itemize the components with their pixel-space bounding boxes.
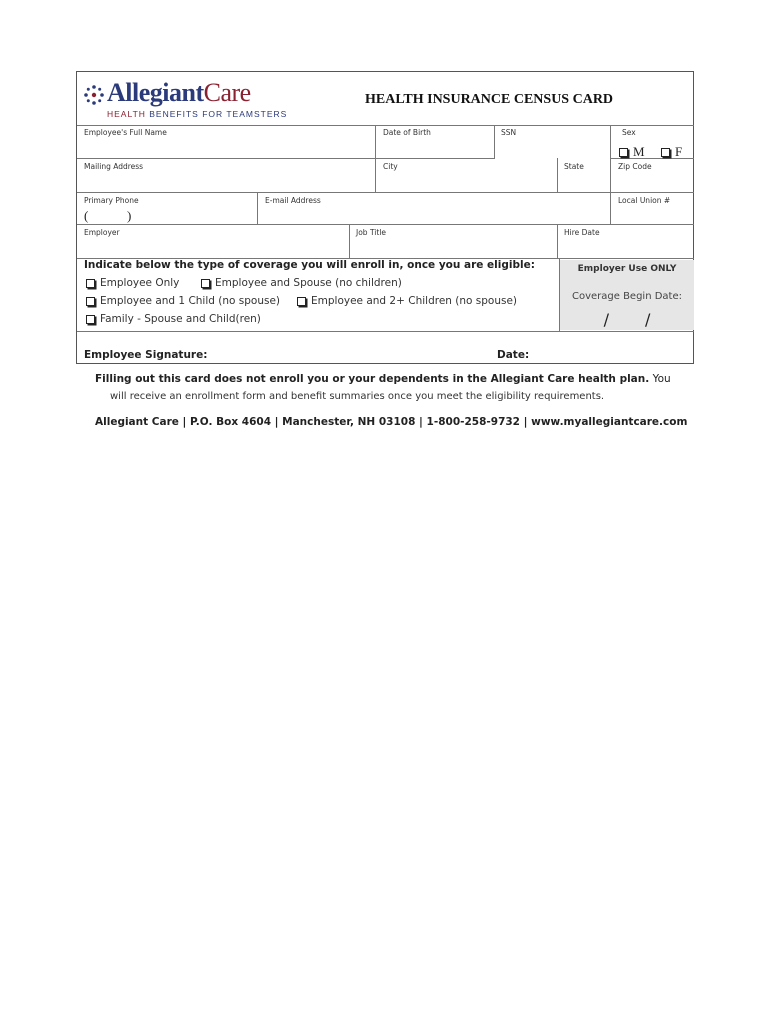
logo-tagline-health: HEALTH (107, 109, 146, 119)
coverage-option-label: Employee and 1 Child (no spouse) (100, 295, 281, 307)
row-divider (77, 125, 694, 126)
enrollment-notice (95, 373, 671, 385)
coverage-option-label: Employee and 2+ Children (no spouse) (311, 295, 518, 307)
employee-signature-field[interactable]: Employee Signature: (84, 349, 208, 361)
sex-female-label: F (675, 144, 683, 159)
card-title: HEALTH INSURANCE CENSUS CARD (365, 92, 614, 107)
employer-field[interactable]: Employer (84, 228, 120, 237)
logo-tagline (107, 109, 287, 119)
logo-name-allegiant: Allegiant (107, 78, 204, 107)
coverage-family-checkbox[interactable] (86, 313, 261, 325)
column-divider (494, 125, 495, 158)
employer-use-heading: Employer Use ONLY (577, 264, 677, 274)
checkbox-icon (86, 315, 95, 324)
column-divider (557, 158, 558, 192)
row-divider (77, 158, 495, 159)
enrollment-notice-bold: Filling out this card does not enroll you or your dependents in the Allegiant Care health plan. (95, 373, 650, 385)
state-field[interactable]: State (564, 162, 584, 171)
logo-tagline-rest: BENEFITS FOR TEAMSTERS (145, 109, 288, 119)
coverage-employee-children-checkbox[interactable] (297, 295, 517, 307)
coverage-employee-one-child-checkbox[interactable] (86, 295, 280, 307)
enrollment-notice-line2: will receive an enrollment form and benefit summaries once you meet the eligibility requirements. (110, 391, 605, 402)
sex-female-checkbox[interactable] (661, 144, 682, 160)
coverage-option-label: Family - Spouse and Child(ren) (100, 313, 261, 325)
column-divider (610, 125, 611, 192)
email-address-field[interactable]: E-mail Address (265, 196, 321, 205)
column-divider (557, 224, 558, 258)
hire-date-field[interactable]: Hire Date (564, 228, 600, 237)
city-field[interactable]: City (383, 162, 398, 171)
census-card (76, 71, 694, 364)
coverage-begin-date-field[interactable]: // (603, 310, 687, 329)
phone-area-code-open: ( (84, 208, 89, 223)
coverage-instructions: Indicate below the type of coverage you will enroll in, once you are eligible: (84, 259, 535, 271)
coverage-option-label: Employee and Spouse (no children) (215, 277, 402, 289)
primary-phone-field[interactable]: Primary Phone (84, 196, 139, 205)
contact-footer: Allegiant Care | P.O. Box 4604 | Manchester, NH 03108 | 1-800-258-9732 | www.myallegiantcare.com (95, 416, 688, 428)
coverage-begin-date-label: Coverage Begin Date: (571, 291, 682, 302)
column-divider (375, 125, 376, 192)
local-union-field[interactable]: Local Union # (618, 196, 671, 205)
coverage-option-label: Employee Only (100, 277, 180, 289)
coverage-employee-only-checkbox[interactable] (86, 277, 179, 289)
sex-male-label: M (633, 144, 645, 159)
enrollment-notice-rest: You (649, 373, 671, 385)
checkbox-icon (86, 279, 95, 288)
full-name-field[interactable]: Employee's Full Name (84, 128, 167, 137)
signature-date-field[interactable]: Date: (497, 349, 530, 361)
column-divider (349, 224, 350, 258)
phone-area-code-close: ) (127, 208, 132, 223)
ssn-field[interactable]: SSN (501, 128, 517, 137)
mailing-address-field[interactable]: Mailing Address (84, 162, 144, 171)
column-divider (610, 192, 611, 224)
zip-code-field[interactable]: Zip Code (618, 162, 652, 171)
employer-use-panel (560, 260, 694, 330)
sex-male-checkbox[interactable] (619, 144, 645, 160)
logo-name-care: Care (203, 78, 251, 107)
coverage-employee-spouse-checkbox[interactable] (201, 277, 402, 289)
checkbox-icon (201, 279, 210, 288)
checkbox-icon (661, 148, 670, 157)
checkbox-icon (297, 297, 306, 306)
row-divider (77, 224, 694, 225)
sex-label: Sex (622, 128, 636, 137)
checkbox-icon (619, 148, 628, 157)
job-title-field[interactable]: Job Title (356, 228, 387, 237)
row-divider (77, 192, 694, 193)
date-of-birth-field[interactable]: Date of Birth (383, 128, 431, 137)
checkbox-icon (86, 297, 95, 306)
row-divider (77, 331, 694, 332)
column-divider (257, 192, 258, 224)
starburst-logo-icon (83, 84, 105, 106)
logo-wordmark (107, 78, 251, 108)
allegiant-care-logo (83, 78, 288, 124)
